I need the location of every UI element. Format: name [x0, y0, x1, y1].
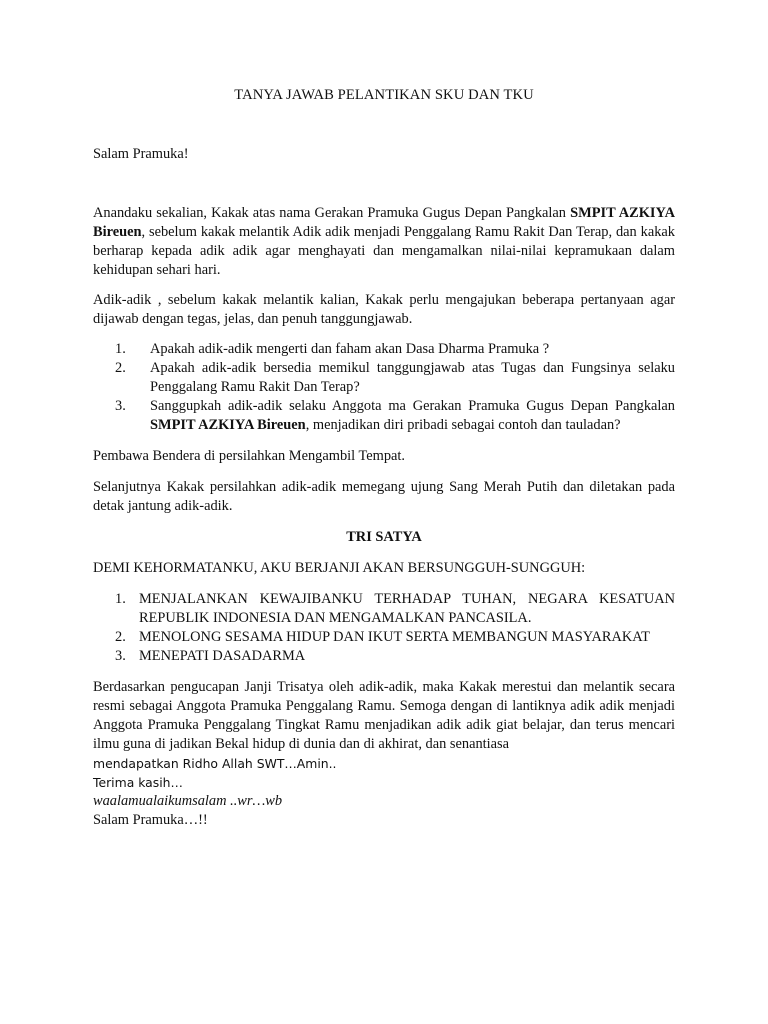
- list-number: 3.: [115, 648, 126, 664]
- salam-reply: waalamualaikumsalam ..wr…wb: [93, 793, 283, 809]
- list-item: [93, 340, 675, 359]
- intro-text-start: Anandaku sekalian, Kakak atas nama Gerakan Pramuka Gugus Depan Pangkalan: [93, 205, 571, 221]
- greeting: Salam Pramuka!: [93, 146, 189, 162]
- list-item: [93, 359, 675, 397]
- list-number: 2.: [115, 629, 126, 645]
- sign-off: Salam Pramuka…!!: [93, 812, 208, 828]
- document-page: [93, 86, 675, 830]
- intro-paragraph: [93, 204, 675, 280]
- document-title: TANYA JAWAB PELANTIKAN SKU DAN TKU: [234, 87, 534, 103]
- oath-intro: DEMI KEHORMATANKU, AKU BERJANJI AKAN BERSUNGGUH-SUNGGUH:: [93, 560, 586, 576]
- list-item: [93, 647, 675, 666]
- question-text-start: Sanggupkah adik-adik selaku Anggota ma Gerakan Pramuka Gugus Depan Pangkalan: [150, 398, 675, 414]
- list-item: [93, 590, 675, 628]
- school-name: SMPIT AZKIYA Bireuen: [150, 417, 306, 433]
- oath-text: MENEPATI DASADARMA: [139, 648, 306, 664]
- hold-flag-instruction: Selanjutnya Kakak persilahkan adik-adik memegang ujung Sang Merah Putih dan diletakan pada detak jantung adik-adik.: [93, 479, 675, 514]
- list-item: [93, 397, 675, 435]
- ridho-line: mendapatkan Ridho Allah SWT…Amin..: [93, 756, 337, 771]
- intro-text-end: , sebelum kakak melantik Adik adik menjadi Penggalang Ramu Rakit Dan Terap, dan kakak berharap kepada adik adik agar menghayati dan mengamalkan nilai-nilai kepramukaan dalam kehidupan sehari hari.: [93, 224, 675, 278]
- list-number: 3.: [115, 398, 126, 414]
- list-number: 1.: [115, 341, 126, 357]
- list-item: [93, 628, 675, 647]
- question-text: Apakah adik-adik bersedia memikul tanggungjawab atas Tugas dan Fungsinya selaku Penggalang Ramu Rakit Dan Terap?: [150, 360, 675, 395]
- list-number: 2.: [115, 360, 126, 376]
- intro-paragraph-2: Adik-adik , sebelum kakak melantik kalian, Kakak perlu mengajukan beberapa pertanyaan agar dijawab dengan tegas, jelas, dan penuh tanggungjawab.: [93, 292, 675, 327]
- closing-paragraph: Berdasarkan pengucapan Janji Trisatya oleh adik-adik, maka Kakak merestui dan melantik secara resmi sebagai Anggota Pramuka Penggalang Ramu. Semoga dengan di lantiknya adik adik menjadi Anggota Pramuka Penggalang Tingkat Ramu menjadikan adik adik giat belajar, dan terus mencari ilmu guna di jadikan Bekal hidup di dunia dan di akhirat, dan senantiasa: [93, 679, 675, 752]
- oath-text: MENOLONG SESAMA HIDUP DAN IKUT SERTA MEMBANGUN MASYARAKAT: [139, 629, 650, 645]
- question-text-end: , menjadikan diri pribadi sebagai contoh dan tauladan?: [305, 417, 621, 433]
- thanks-line: Terima kasih…: [93, 775, 183, 790]
- question-text: Apakah adik-adik mengerti dan faham akan Dasa Dharma Pramuka ?: [150, 341, 550, 357]
- tri-satya-list: [93, 590, 675, 666]
- list-number: 1.: [115, 591, 126, 607]
- oath-text: MENJALANKAN KEWAJIBANKU TERHADAP TUHAN, NEGARA KESATUAN REPUBLIK INDONESIA DAN MENGAMALKAN PANCASILA.: [139, 591, 675, 626]
- question-list: [93, 340, 675, 435]
- tri-satya-heading: TRI SATYA: [346, 529, 422, 545]
- flag-bearer-instruction: Pembawa Bendera di persilahkan Mengambil Tempat.: [93, 448, 406, 464]
- school-name: SMPIT AZKIYA Bireuen: [93, 205, 675, 240]
